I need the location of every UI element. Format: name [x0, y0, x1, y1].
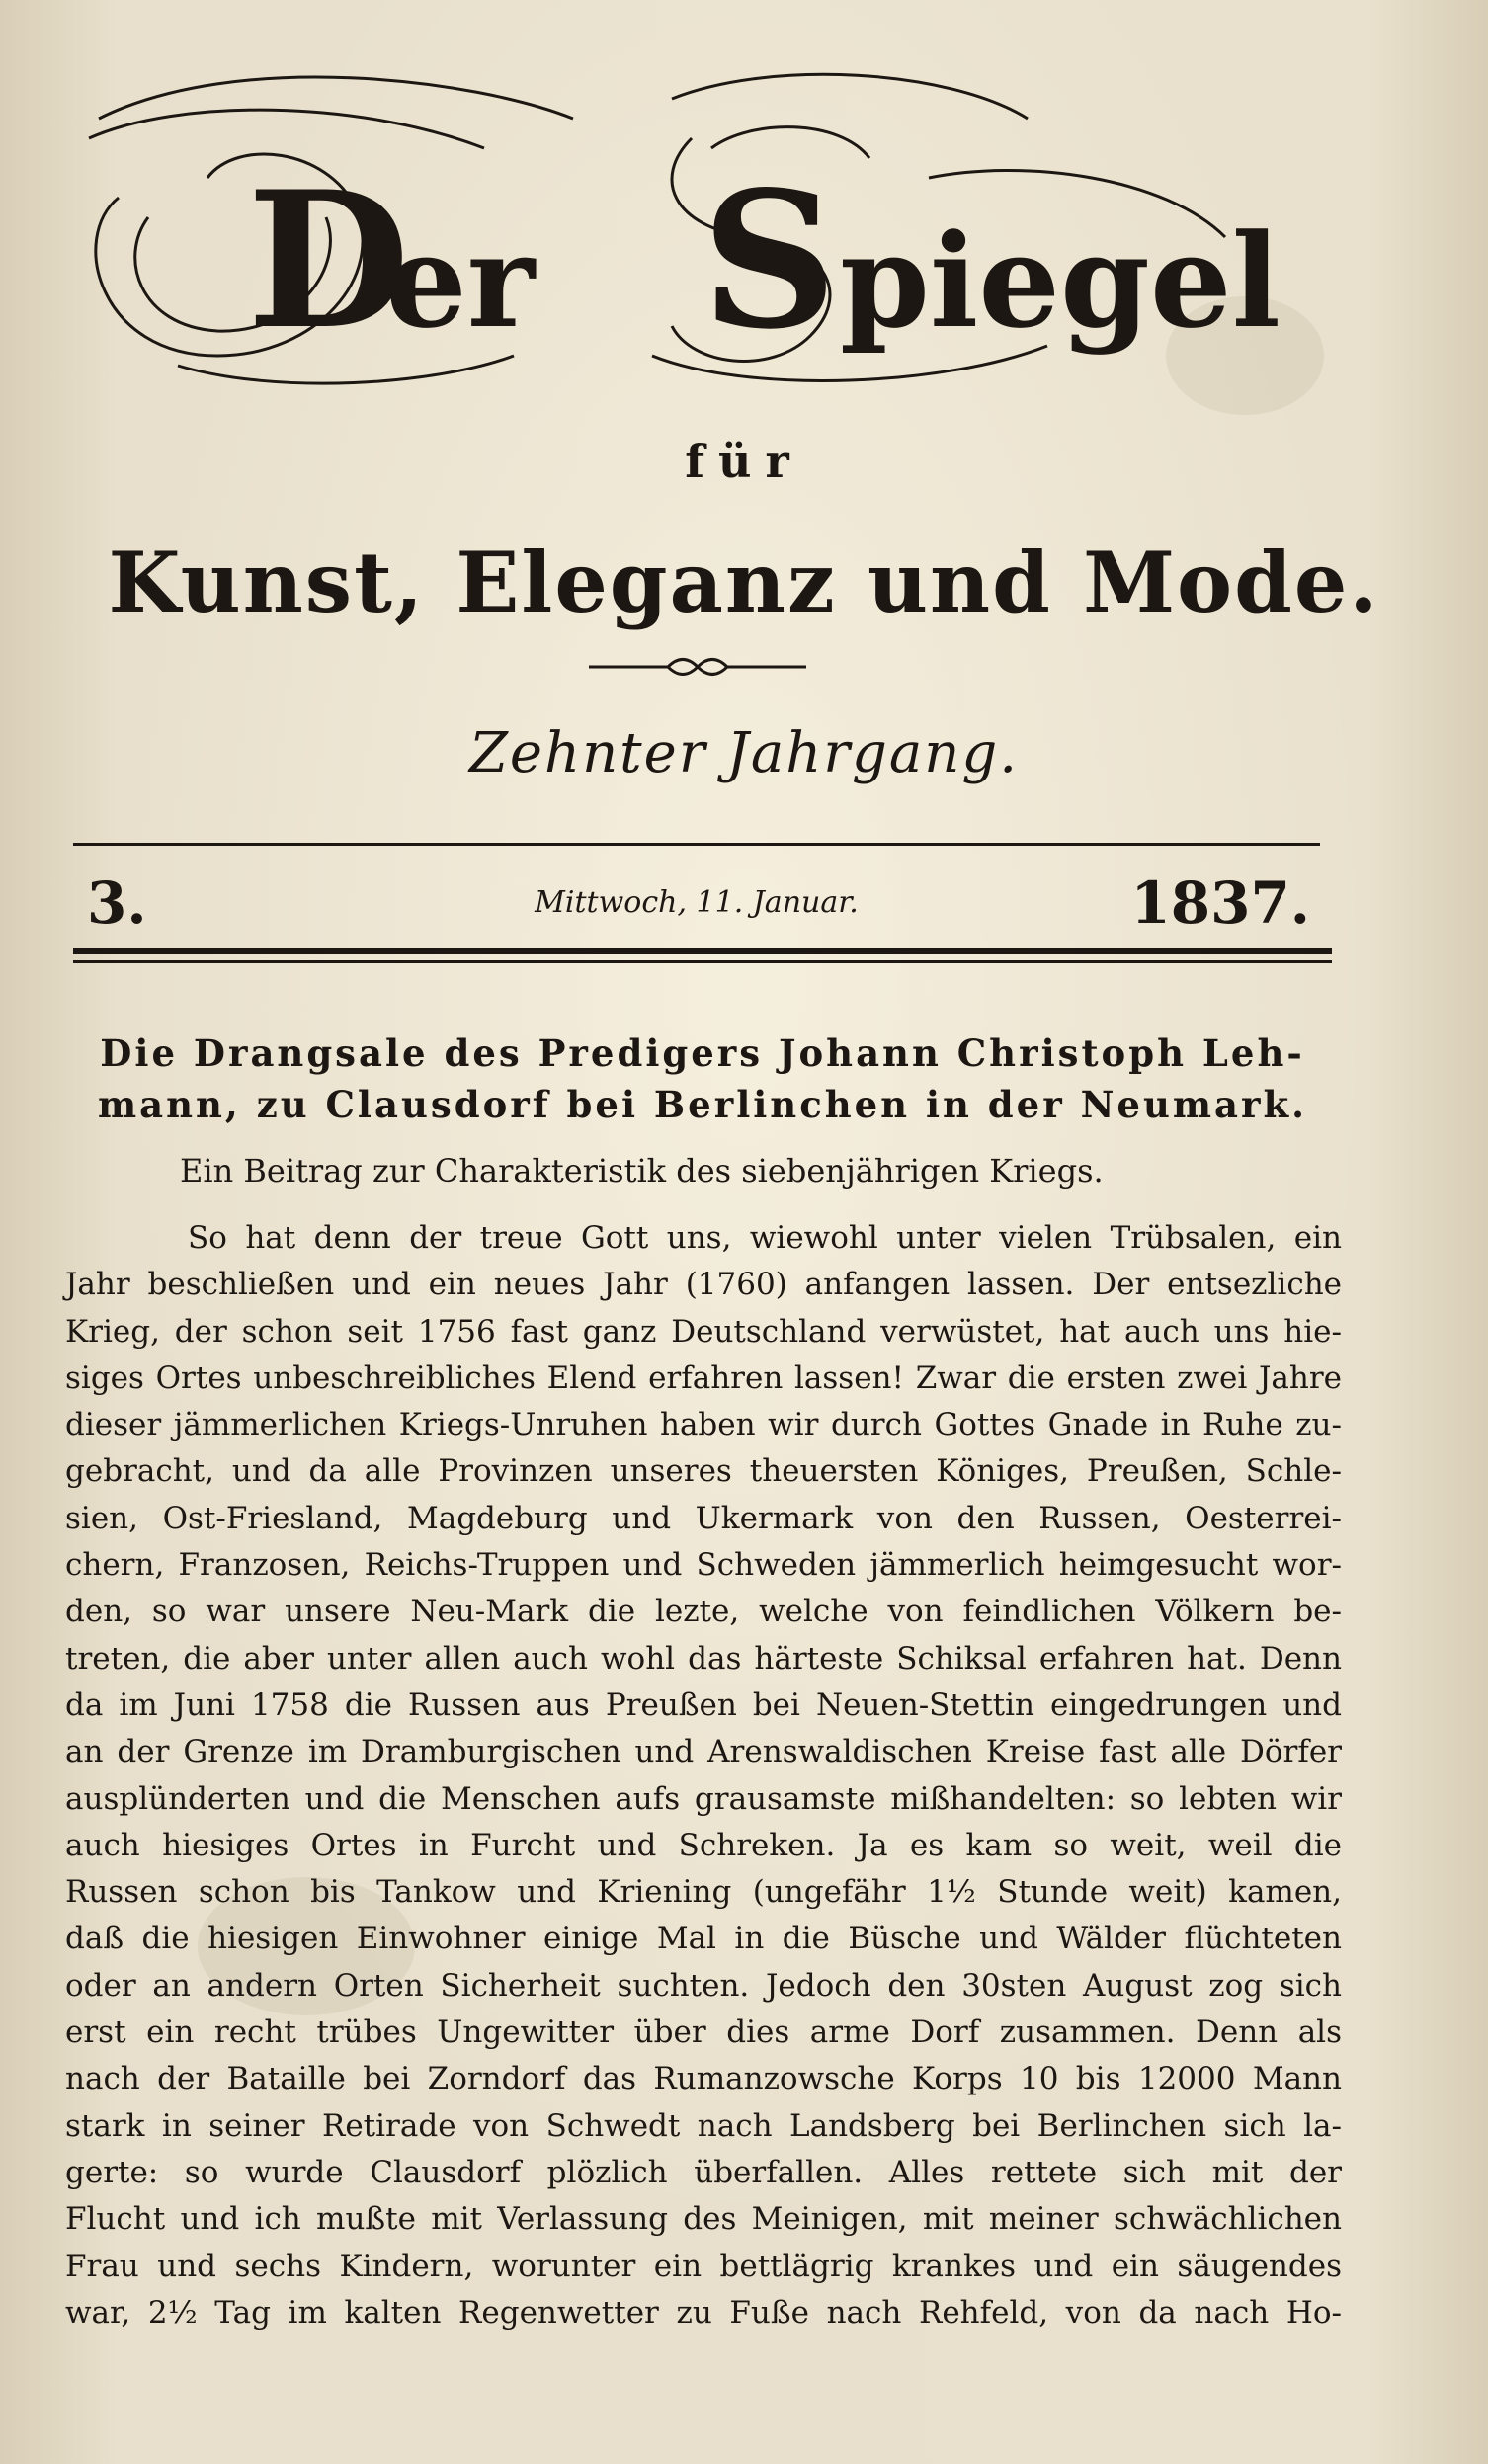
masthead-calligraphy-logo: [59, 59, 1344, 415]
header-rule: [73, 843, 1320, 846]
body-line: Russen schon bis Tankow und Kriening (ungefähr 1½ Stunde weit) kamen,: [65, 1874, 1342, 1911]
body-line: ausplünderten und die Menschen aufs grausamste mißhandelten: so lebten wir: [65, 1780, 1342, 1817]
article-title-line: mann, zu Clausdorf bei Berlinchen in der Neumark.: [98, 1083, 1307, 1126]
body-line: chern, Franzosen, Reichs-Truppen und Schweden jämmerlich heimgesucht wor-: [65, 1547, 1342, 1584]
body-line: treten, die aber unter allen auch wohl das härteste Schiksal erfahren hat. Denn: [65, 1640, 1342, 1677]
body-line: Flucht und ich mußte mit Verlassung des Meinigen, mit meiner schwächlichen: [65, 2201, 1342, 2238]
body-line: dieser jämmerlichen Kriegs-Unruhen haben wir durch Gottes Gnade in Ruhe zu-: [65, 1407, 1342, 1443]
body-line: den, so war unsere Neu-Mark die lezte, welche von feindlichen Völkern be-: [65, 1594, 1342, 1630]
body-line: Jahr beschließen und ein neues Jahr (1760) anfangen lassen. Der entsezliche: [65, 1267, 1342, 1303]
svg-text:er: er: [385, 205, 536, 357]
article-subtitle: Ein Beitrag zur Charakteristik des siebenjährigen Kriegs.: [180, 1152, 1104, 1190]
masthead-fuer: für: [685, 435, 803, 488]
header-double-rule-bottom: [73, 960, 1332, 963]
body-line: Frau und sechs Kindern, worunter ein bettlägrig krankes und ein säugendes: [65, 2248, 1342, 2284]
header-double-rule-top: [73, 948, 1332, 954]
article-title-line: Die Drangsale des Predigers Johann Christoph Leh-: [100, 1031, 1305, 1075]
body-line: nach der Bataille bei Zorndorf das Rumanzowsche Korps 10 bis 12000 Mann: [65, 2061, 1342, 2097]
body-line: gebracht, und da alle Provinzen unseres theuersten Königes, Preußen, Schle-: [65, 1453, 1342, 1490]
body-line: So hat denn der treue Gott uns, wiewohl unter vielen Trübsalen, ein: [188, 1220, 1342, 1256]
body-line: stark in seiner Retirade von Schwedt nach Landsberg bei Berlinchen sich la-: [65, 2107, 1342, 2144]
body-line: sien, Ost-Friesland, Magdeburg und Ukermark von den Russen, Oesterrei-: [65, 1500, 1342, 1536]
body-line: siges Ortes unbeschreibliches Elend erfahren lassen! Zwar die ersten zwei Jahre: [65, 1359, 1342, 1396]
article-title: [65, 1027, 1340, 1130]
issue-info-row: [73, 860, 1320, 939]
body-line: erst ein recht trübes Ungewitter über dies arme Dorf zusammen. Denn als: [65, 2014, 1342, 2051]
issue-year: 1837.: [1130, 869, 1310, 937]
body-line: oder an andern Orten Sicherheit suchten. Jedoch den 30sten August zog sich: [65, 1967, 1342, 2004]
svg-text:S: S: [702, 150, 838, 370]
body-line: auch hiesiges Ortes in Furcht und Schreken. Ja es kam so weit, weil die: [65, 1827, 1342, 1863]
body-line: Krieg, der schon seit 1756 fast ganz Deutschland verwüstet, hat auch uns hie-: [65, 1313, 1342, 1350]
body-line: daß die hiesigen Einwohner einige Mal in die Büsche und Wälder flüchteten: [65, 1921, 1342, 1957]
masthead-title: [59, 59, 1344, 415]
issue-date: Mittwoch, 11. Januar.: [535, 885, 859, 920]
article-body: [65, 1215, 1342, 2337]
body-line: gerte: so wurde Clausdorf plözlich überfallen. Alles rettete sich mit der: [65, 2154, 1342, 2190]
svg-text:piegel: piegel: [840, 205, 1281, 357]
body-line: an der Grenze im Dramburgischen und Arenswaldischen Kreise fast alle Dörfer: [65, 1734, 1342, 1770]
body-line: da im Juni 1758 die Russen aus Preußen bei Neuen-Stettin eingedrungen und: [65, 1686, 1342, 1723]
masthead-letter-d: D: [247, 150, 410, 370]
volume-label: Zehnter Jahrgang.: [468, 721, 1020, 785]
masthead-subtitle: Kunst, Eleganz und Mode.: [108, 534, 1380, 631]
issue-number: 3.: [87, 869, 147, 937]
body-line: war, 2½ Tag im kalten Regenwetter zu Fuße nach Rehfeld, von da nach Ho-: [65, 2294, 1342, 2331]
ornament-divider: [589, 652, 806, 682]
